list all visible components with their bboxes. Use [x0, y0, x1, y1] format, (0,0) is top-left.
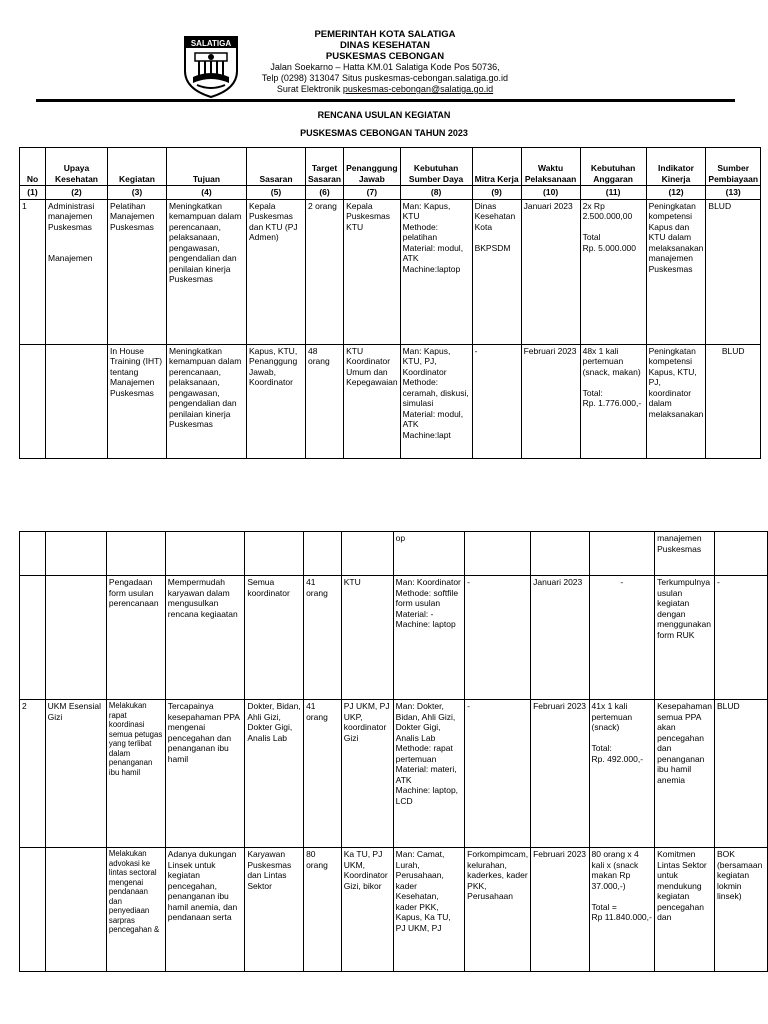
address: Jalan Soekarno – Hatta KM.01 Salatiga Kode Pos 50736,: [270, 62, 500, 72]
col-header: Kegiatan: [108, 148, 167, 186]
letterhead-text: [240, 29, 530, 95]
col-header: Waktu Pelaksanaan: [521, 148, 580, 186]
table-row: Pengadaan form usulan perencanaan Mempermudah karyawan dalam mengusulkan rencana kegiaatan Semua koordinator 41 orang KTU Man: Koordinator Methode: softfile form usulan Material: - Machine: laptop - Januari 2023 - Terkumpulnya usulan kegiatan dengan menggunakan form RUK -: [20, 576, 768, 700]
col-header: No: [20, 148, 46, 186]
col-header: Kebutuhan Anggaran: [580, 148, 646, 186]
document-subtitle: PUSKESMAS CEBONGAN TAHUN 2023: [300, 128, 468, 138]
table-row: 2 UKM Esensial Gizi Melakukan rapat koordinasi semua petugas yang terlibat dalam penanganan ibu hamil Tercapainya kesepahaman PPA mengenai pencegahan dan penanganan ibu hamil Dokter, Bidan, Ahli Gizi, Dokter Gigi, Analis Lab 41 orang PJ UKM, PJ UKP, koordinator Gizi Man: Dokter, Bidan, Ahli Gizi, Dokter Gigi, Analis Lab Methode: rapat pertemuan Material: materi, ATK Machine: laptop, LCD - Februari 2023 41x 1 kali pertemuan (snack) Total: Rp. 492.000,- Kesepahaman semua PPA akan pencegahan dan penanganan ibu hamil anemia BLUD: [20, 700, 768, 848]
document-title: RENCANA USULAN KEGIATAN: [317, 110, 451, 120]
email-link[interactable]: puskesmas-cebongan@salatiga.go.id: [342, 84, 494, 94]
agency-name: DINAS KESEHATAN: [340, 40, 430, 51]
table-header-row: [20, 148, 761, 186]
col-header: Target Sasaran: [306, 148, 344, 186]
email-line: Surat Elektronik puskesmas-cebongan@salatiga.go.id: [276, 84, 494, 94]
table-row: In House Training (IHT) tentang Manajemen Puskesmas Meningkatkan kemampuan dalam perencanaan, pelaksanaan, pengawasan, pengendalian dan penilaian kinerja Puskesmas Kapus, KTU, Penanggung Jawab, Koordinator 48 orang KTU Koordinator Umum dan Kepegawaian Man: Kapus, KTU, PJ, Koordinator Methode: ceramah, diskusi, simulasi Material: modul, ATK Machine:lapt - Februari 2023 48x 1 kali pertemuan (snack, makan) Total: Rp. 1.776.000,- Peningkatan kompetensi Kapus, KTU, PJ, koordinator dalam melaksanakan BLUD: [20, 344, 761, 458]
col-header: Sasaran: [247, 148, 306, 186]
salatiga-emblem-icon: [181, 31, 241, 99]
puskesmas-name: PUSKESMAS CEBONGAN: [325, 51, 445, 62]
plan-table-page-1: [19, 147, 761, 459]
header-divider: [36, 99, 735, 102]
col-header: Tujuan: [167, 148, 247, 186]
government-name: PEMERINTAH KOTA SALATIGA: [314, 29, 456, 40]
plan-table-page-2: [19, 531, 768, 972]
col-header: Kebutuhan Sumber Daya: [400, 148, 472, 186]
col-header: Indikator Kinerja: [646, 148, 706, 186]
logo-text: SALATIGA: [190, 39, 232, 48]
letterhead: [0, 0, 768, 110]
table-row: op manajemen Puskesmas: [20, 532, 768, 576]
col-header: Sumber Pembiayaan: [706, 148, 761, 186]
col-header: Penanggung Jawab: [344, 148, 401, 186]
table-row: 1 Administrasi manajemen Puskesmas Manajemen Pelatihan Manajemen Puskesmas Meningkatkan kemampuan dalam perencanaan, pelaksanaan, pengawasan, pengendalian dan penilaian kinerja Puskesmas Kepala Puskesmas dan KTU (PJ Admen) 2 orang Kepala Puskesmas KTU Man: Kapus, KTU Methode: pelatihan Material: modul, ATK Machine:laptop Dinas Kesehatan Kota BKPSDM Januari 2023 2x Rp 2.500.000,00 Total Rp. 5.000.000 Peningkatan kompetensi Kapus dan KTU dalam melaksanakan manajemen Puskesmas BLUD: [20, 199, 761, 344]
phone-website: Telp (0298) 313047 Situs puskesmas-cebongan.salatiga.go.id: [261, 73, 509, 83]
table-row: Melakukan advokasi ke lintas sectoral mengenai pendanaan dan penyediaan sarpras pencegahan & Adanya dukungan Linsek untuk kegiatan pencegahan, penanganan ibu hamil anemia, dan pendanaan serta Karyawan Puskesmas dan Lintas Sektor 80 orang Ka TU, PJ UKM, Koordinator Gizi, bikor Man: Camat, Lurah, Perusahaan, kader Kesehatan, kader PKK, Kapus, Ka TU, PJ UKM, PJ Forkompimcam, kelurahan, kaderkes, kader PKK, Perusahaan Februari 2023 80 orang x 4 kali x (snack makan Rp 37.000,-) Total = Rp 11.840.000,- Komitmen Lintas Sektor untuk mendukung kegiatan pencegahan dan BOK (bersamaan kegiatan lokmin linsek): [20, 848, 768, 972]
col-header: Mitra Kerja: [472, 148, 521, 186]
column-number-row: (1) (2) (3) (4) (5) (6) (7) (8) (9) (10) (11) (12) (13): [20, 186, 761, 200]
col-header: Upaya Kesehatan: [46, 148, 108, 186]
